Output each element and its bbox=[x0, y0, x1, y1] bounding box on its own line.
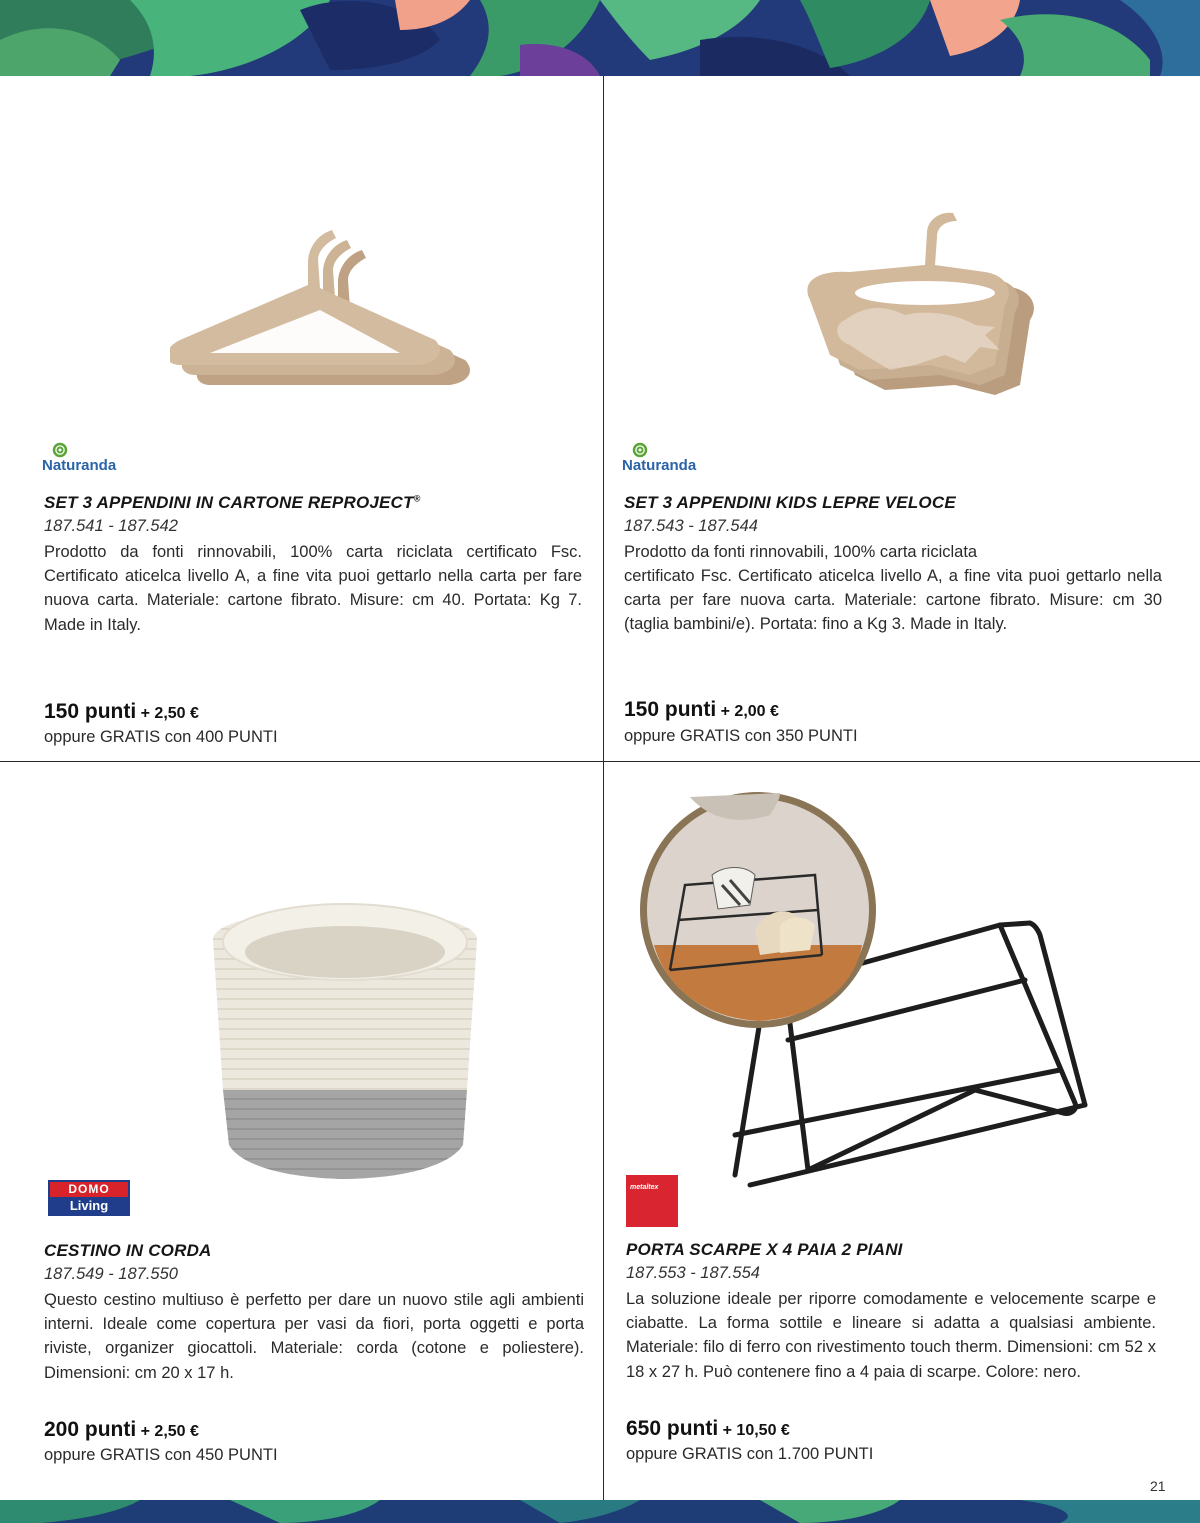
points-value: 150 punti bbox=[624, 698, 717, 721]
foliage-illustration bbox=[0, 0, 1200, 76]
product-price bbox=[44, 1418, 199, 1442]
living-label: Living bbox=[50, 1197, 128, 1214]
product-title: SET 3 APPENDINI IN CARTONE REPROJECT® bbox=[44, 493, 421, 512]
product-description: Prodotto da fonti rinnovabili, 100% carta riciclata certificato Fsc. Certificato aticelca livello A, a fine vita puoi gettarlo nella carta per fare nuova carta. Materiale: cartone fibrato. Misure: cm 40. Portata: Kg 7. Made in Italy. bbox=[44, 543, 582, 634]
product-title: PORTA SCARPE X 4 PAIA 2 PIANI bbox=[626, 1240, 903, 1259]
naturanda-swirl-icon bbox=[622, 442, 722, 476]
product-description-first-line: Prodotto da fonti rinnovabili, 100% carta riciclata bbox=[624, 543, 978, 561]
rope-basket-image bbox=[205, 890, 485, 1190]
shoe-rack-image bbox=[630, 785, 1100, 1200]
top-decorative-banner bbox=[0, 0, 1200, 76]
product-price bbox=[44, 700, 199, 724]
domo-label: DOMO bbox=[50, 1182, 128, 1197]
free-alternative: oppure GRATIS con 1.700 PUNTI bbox=[626, 1445, 874, 1463]
foliage-strip-illustration bbox=[0, 1500, 1200, 1523]
domo-living-badge bbox=[48, 1180, 130, 1216]
free-alternative: oppure GRATIS con 450 PUNTI bbox=[44, 1446, 278, 1464]
product-codes: 187.553 - 187.554 bbox=[626, 1264, 760, 1282]
product-codes: 187.549 - 187.550 bbox=[44, 1265, 178, 1283]
product-price bbox=[624, 698, 779, 722]
euro-value: + 10,50 € bbox=[722, 1422, 790, 1439]
metaltex-logo bbox=[626, 1175, 678, 1227]
domo-living-logo bbox=[48, 1180, 130, 1216]
horizontal-divider bbox=[0, 761, 1200, 762]
product-title: CESTINO IN CORDA bbox=[44, 1241, 212, 1260]
product-description: certificato Fsc. Certificato aticelca livello A, a fine vita puoi gettarlo nella carta per fare nuova carta. Materiale: cartone fibrato. Misure: cm 30 (taglia bambini/e). Portata: fino a Kg 3. Made in Italy. bbox=[624, 567, 1162, 634]
metaltex-label: metaltex bbox=[630, 1184, 659, 1191]
naturanda-logo bbox=[622, 442, 722, 481]
points-value: 150 punti bbox=[44, 700, 137, 723]
svg-text:Naturanda: Naturanda bbox=[42, 457, 117, 474]
metaltex-badge bbox=[626, 1175, 678, 1227]
product-description: La soluzione ideale per riporre comodamente e velocemente scarpe e ciabatte. La forma sottile e lineare si adatta a qualsiasi ambiente. Materiale: filo di ferro con rivestimento touch therm. Dimensioni: cm 52 x 18 x 27 h. Può contenere fino a 4 paia di scarpe. Colore: nero. bbox=[626, 1290, 1156, 1381]
free-alternative: oppure GRATIS con 400 PUNTI bbox=[44, 728, 278, 746]
points-value: 200 punti bbox=[44, 1418, 137, 1441]
vertical-divider bbox=[603, 76, 604, 1500]
naturanda-swirl-icon bbox=[42, 442, 142, 476]
cardboard-hangers-image bbox=[170, 220, 480, 400]
product-description: Questo cestino multiuso è perfetto per dare un nuovo stile agli ambienti interni. Ideale come copertura per vasi da fiori, porta oggetti e porta riviste, organizer giocattoli. Materiale: corda (cotone e poliestere). Dimensioni: cm 20 x 17 h. bbox=[44, 1291, 584, 1382]
euro-value: + 2,50 € bbox=[140, 705, 199, 722]
free-alternative: oppure GRATIS con 350 PUNTI bbox=[624, 727, 858, 745]
svg-text:Naturanda: Naturanda bbox=[622, 457, 697, 474]
euro-value: + 2,50 € bbox=[140, 1423, 199, 1440]
product-title: SET 3 APPENDINI KIDS LEPRE VELOCE bbox=[624, 493, 956, 512]
rabbit-hangers-image bbox=[805, 205, 1045, 410]
naturanda-logo bbox=[42, 442, 142, 481]
page-number: 21 bbox=[1150, 1478, 1166, 1494]
bottom-decorative-banner bbox=[0, 1500, 1200, 1523]
product-codes: 187.541 - 187.542 bbox=[44, 517, 178, 535]
points-value: 650 punti bbox=[626, 1417, 719, 1440]
product-price bbox=[626, 1417, 790, 1441]
euro-value: + 2,00 € bbox=[720, 703, 779, 720]
product-codes: 187.543 - 187.544 bbox=[624, 517, 758, 535]
